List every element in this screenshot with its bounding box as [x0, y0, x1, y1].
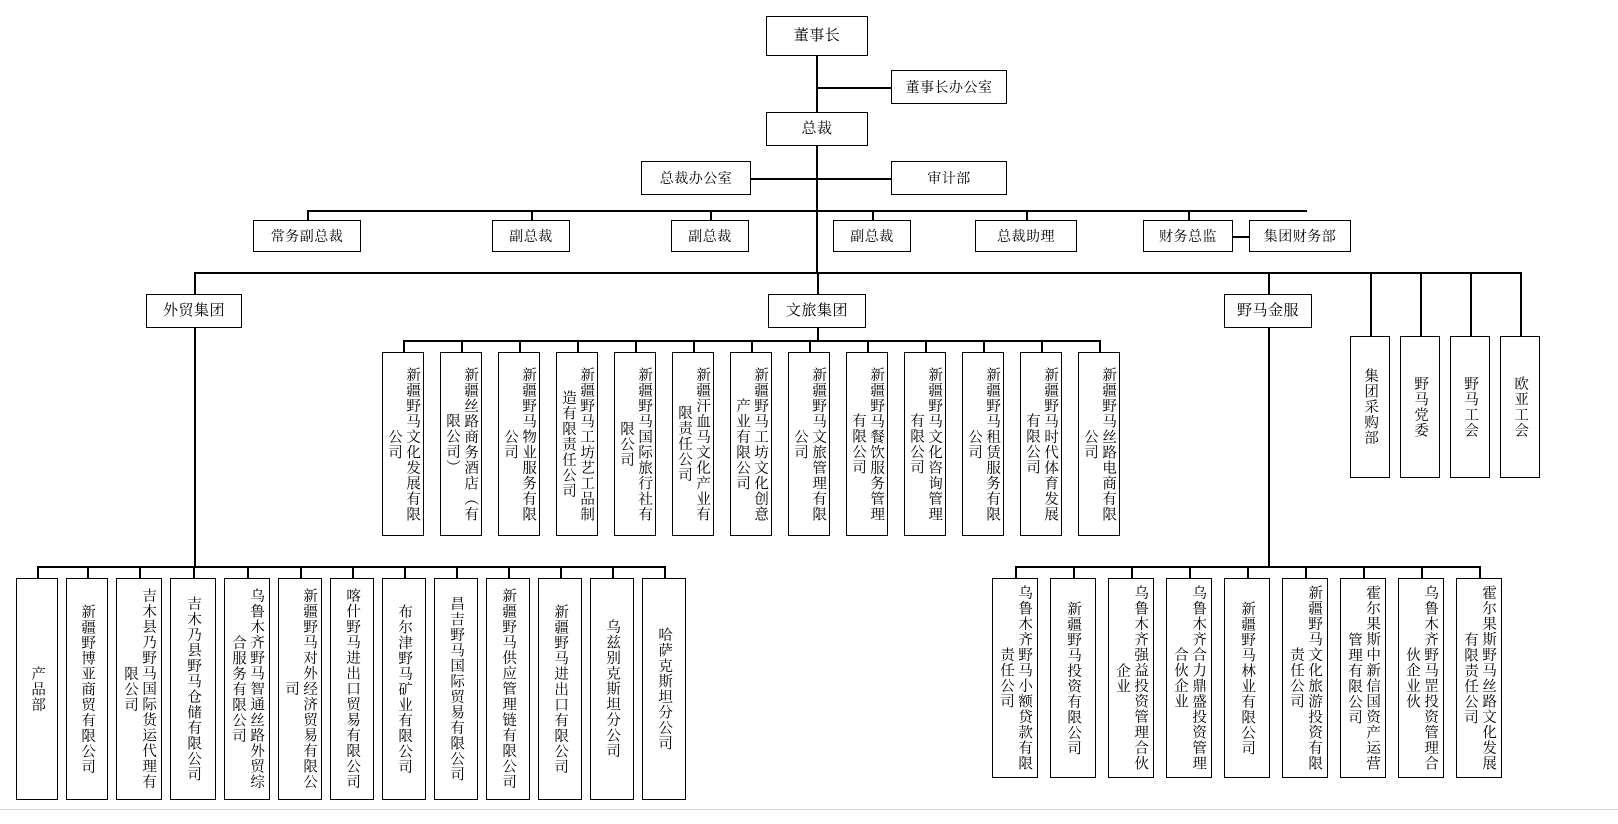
node-euroasia-labor-union[interactable]	[1500, 336, 1540, 478]
node-fin-child-6[interactable]	[1340, 578, 1386, 778]
node-ct-child-4[interactable]	[614, 352, 656, 536]
node-ct-child-6-label: 新疆野马工坊文化创意产业有限公司	[734, 366, 769, 522]
node-yema-financial[interactable]: 野马金服	[1224, 294, 1312, 328]
connector-vp-stub-assistant	[1026, 210, 1028, 220]
node-ft-child-4-label: 乌鲁木齐野马智通丝路外贸综合服务有限公司	[230, 588, 265, 790]
node-fin-child-3-label: 乌鲁木齐合力鼎盛投资管理合伙企业	[1172, 585, 1207, 771]
node-euroasia-labor-union-label: 欧亚工会	[1512, 376, 1529, 438]
connector-president-office-audit	[751, 178, 891, 180]
node-group-finance-dept[interactable]: 集团财务部	[1249, 220, 1351, 252]
node-ft-child-9[interactable]	[486, 578, 530, 800]
connector-chairman-president	[816, 56, 818, 112]
connector-vp-bus	[307, 210, 1307, 212]
node-ct-child-4-label: 新疆野马国际旅行社有限公司	[618, 366, 653, 522]
connector-ct-stub-9	[925, 340, 927, 352]
connector-vp-stub-cfo	[1188, 210, 1190, 220]
node-ft-child-8[interactable]	[434, 578, 478, 800]
connector-ct-stub-11	[1041, 340, 1043, 352]
node-ft-child-11[interactable]	[590, 578, 634, 800]
node-cfo[interactable]: 财务总监	[1143, 220, 1233, 252]
connector-fin-stub-0	[1015, 566, 1017, 578]
node-ct-child-6[interactable]	[730, 352, 772, 536]
node-ct-child-1-label: 新疆丝路商务酒店（有限公司）	[444, 366, 479, 522]
node-fin-child-2-label: 乌鲁木齐强益投资管理合伙企业	[1114, 585, 1149, 771]
node-ct-child-2[interactable]	[498, 352, 540, 536]
node-ft-child-6[interactable]	[330, 578, 374, 800]
node-fin-child-8-label: 霍尔果斯野马丝路文化发展有限责任公司	[1462, 585, 1497, 771]
node-ct-child-3[interactable]	[556, 352, 598, 536]
connector-chairman-office	[816, 87, 892, 89]
node-ct-child-9-label: 新疆野马文化咨询管理有限公司	[908, 366, 943, 522]
node-ct-child-9[interactable]	[904, 352, 946, 536]
node-yema-labor-union[interactable]	[1450, 336, 1490, 478]
node-fin-child-3[interactable]	[1166, 578, 1212, 778]
node-fin-child-8[interactable]	[1456, 578, 1502, 778]
connector-ct-stub-2	[519, 340, 521, 352]
connector-vp-stub-3	[872, 210, 874, 220]
node-chairman[interactable]: 董事长	[766, 16, 868, 56]
node-yema-labor-union-label: 野马工会	[1462, 376, 1479, 438]
node-ft-child-12-label: 哈萨克斯坦分公司	[656, 627, 673, 751]
node-ct-child-5[interactable]	[672, 352, 714, 536]
node-ct-child-1[interactable]	[440, 352, 482, 536]
connector-ft-stub-5	[300, 566, 302, 578]
node-fin-child-5[interactable]	[1282, 578, 1328, 778]
node-ft-child-10[interactable]	[538, 578, 582, 800]
node-ct-child-8[interactable]	[846, 352, 888, 536]
node-ct-child-11-label: 新疆野马时代体育发展有限公司	[1024, 366, 1059, 522]
connector-ft-stub-9	[508, 566, 510, 578]
node-fin-child-7-label: 乌鲁木齐野马罡投资管理合伙企业伙	[1404, 585, 1439, 771]
node-ft-child-7-label: 布尔津野马矿业有限公司	[396, 603, 413, 775]
node-ft-child-7[interactable]	[382, 578, 426, 800]
connector-ft-stub-2	[139, 566, 141, 578]
node-ft-child-8-label: 昌吉野马国际贸易有限公司	[448, 596, 465, 782]
node-chairman-office[interactable]: 董事长办公室	[891, 70, 1007, 104]
node-ft-child-3[interactable]	[170, 578, 216, 800]
connector-ct-stub-1	[461, 340, 463, 352]
node-yema-party-committee[interactable]	[1400, 336, 1440, 478]
node-fin-child-1[interactable]	[1050, 578, 1096, 778]
node-ct-child-12[interactable]	[1078, 352, 1120, 536]
connector-group-stub-foreign	[194, 272, 196, 294]
connector-ft-stub-4	[247, 566, 249, 578]
node-ct-child-3-label: 新疆野马工坊艺工品制造有限责任公司	[560, 366, 595, 522]
connector-financial-down	[1268, 328, 1270, 566]
node-ft-child-10-label: 新疆野马进出口有限公司	[552, 603, 569, 775]
connector-group-stub-culture	[817, 272, 819, 294]
node-ft-child-9-label: 新疆野马供应管理链有限公司	[500, 588, 517, 790]
node-audit-dept[interactable]: 审计部	[891, 161, 1007, 195]
node-ct-child-5-label: 新疆汗血马文化产业有限责任公司	[676, 366, 711, 522]
connector-group-stub-union	[1470, 272, 1472, 336]
node-ct-child-0-label: 新疆野马文化发展有限公司	[386, 366, 421, 522]
connector-ft-stub-10	[560, 566, 562, 578]
connector-ft-stub-11	[612, 566, 614, 578]
node-ct-child-12-label: 新疆野马丝路电商有限公司	[1082, 366, 1117, 522]
connector-ct-stub-0	[403, 340, 405, 352]
connector-fin-stub-1	[1073, 566, 1075, 578]
node-group-purchasing-dept-label: 集团采购部	[1362, 368, 1379, 446]
connector-ct-stub-7	[809, 340, 811, 352]
node-ft-child-11-label: 乌兹别克斯坦分公司	[604, 619, 621, 759]
node-ct-child-7-label: 新疆野马文旅管理有限公司	[792, 366, 827, 522]
connector-ft-stub-3	[193, 566, 195, 578]
node-vp-2[interactable]: 副总裁	[671, 220, 749, 252]
node-ft-child-1[interactable]	[66, 578, 108, 800]
node-ct-child-10[interactable]	[962, 352, 1004, 536]
node-ft-child-0-label: 产品部	[29, 665, 46, 713]
node-ct-child-2-label: 新疆野马物业服务有限公司	[502, 366, 537, 522]
node-ct-child-8-label: 新疆野马餐饮服务管理有限公司	[850, 366, 885, 522]
connector-ct-stub-10	[983, 340, 985, 352]
node-president[interactable]: 总裁	[766, 112, 868, 146]
connector-ft-stub-0	[37, 566, 39, 578]
connector-foreign-down	[194, 328, 196, 566]
connector-ct-stub-6	[751, 340, 753, 352]
connector-fin-stub-3	[1189, 566, 1191, 578]
node-fin-child-1-label: 新疆野马投资有限公司	[1065, 600, 1082, 756]
node-ft-child-0[interactable]	[16, 578, 58, 800]
connector-ct-stub-3	[577, 340, 579, 352]
node-fin-child-4-label: 新疆野马林业有限公司	[1239, 600, 1256, 756]
connector-fin-stub-7	[1421, 566, 1423, 578]
connector-ft-stub-1	[87, 566, 89, 578]
connector-group-stub-purchasing	[1370, 272, 1372, 336]
node-ft-child-12[interactable]	[642, 578, 686, 800]
connector-president-down	[816, 146, 818, 272]
connector-fin-stub-6	[1363, 566, 1365, 578]
connector-ct-stub-4	[635, 340, 637, 352]
connector-cfo-finance	[1233, 236, 1249, 238]
node-fin-child-0[interactable]	[992, 578, 1038, 778]
connector-fin-stub-8	[1479, 566, 1481, 578]
connector-group-stub-party	[1420, 272, 1422, 336]
node-fin-child-4[interactable]	[1224, 578, 1270, 778]
node-ft-child-6-label: 喀什野马进出口贸易有限公司	[344, 588, 361, 790]
node-fin-child-7[interactable]	[1398, 578, 1444, 778]
node-exec-vp[interactable]: 常务副总裁	[253, 220, 361, 252]
connector-ft-stub-6	[352, 566, 354, 578]
connector-vp-stub-exec	[307, 210, 309, 220]
node-vp-3[interactable]: 副总裁	[833, 220, 911, 252]
node-fin-child-5-label: 新疆野马文化旅游投资有限责任公司	[1288, 585, 1323, 771]
node-ft-child-1-label: 新疆野博亚商贸有限公司	[79, 603, 96, 775]
connector-ft-stub-8	[456, 566, 458, 578]
node-president-office[interactable]: 总裁办公室	[641, 161, 751, 195]
node-fin-child-0-label: 乌鲁木齐野马小额贷款有限责任公司	[998, 585, 1033, 771]
node-group-purchasing-dept[interactable]	[1350, 336, 1390, 478]
connector-ft-stub-7	[404, 566, 406, 578]
node-ft-child-5[interactable]	[278, 578, 322, 800]
node-ft-child-2-label: 吉木县乃野马国际货运代理有限公司	[122, 588, 157, 790]
connector-fin-stub-4	[1247, 566, 1249, 578]
node-ct-child-10-label: 新疆野马租赁服务有限公司	[966, 366, 1001, 522]
connector-fin-stub-2	[1131, 566, 1133, 578]
node-ft-child-3-label: 吉木乃县野马仓储有限公司	[185, 596, 202, 782]
connector-ct-stub-5	[693, 340, 695, 352]
node-ft-child-5-label: 新疆野马对外经济贸易有限公司	[283, 588, 318, 790]
node-fin-child-6-label: 霍尔果斯中新信国资产运营管理有限公司	[1346, 585, 1381, 771]
node-culture-tourism-group[interactable]: 文旅集团	[768, 294, 866, 328]
connector-ft-stub-12	[664, 566, 666, 578]
node-ft-child-2[interactable]	[116, 578, 162, 800]
node-yema-party-committee-label: 野马党委	[1412, 376, 1429, 438]
footer-divider	[0, 809, 1618, 810]
connector-vp-stub-2	[710, 210, 712, 220]
node-ct-child-11[interactable]	[1020, 352, 1062, 536]
node-ct-child-0[interactable]	[382, 352, 424, 536]
connector-ct-stub-12	[1099, 340, 1101, 352]
connector-ct-stub-8	[867, 340, 869, 352]
connector-vp-stub-1	[531, 210, 533, 220]
connector-fin-stub-5	[1305, 566, 1307, 578]
node-vp-1[interactable]: 副总裁	[492, 220, 570, 252]
connector-group-bus	[194, 272, 1520, 274]
node-ct-child-7[interactable]	[788, 352, 830, 536]
connector-group-stub-euroasia	[1520, 272, 1522, 336]
connector-foreign-children-bus	[37, 566, 664, 568]
node-fin-child-2[interactable]	[1108, 578, 1154, 778]
node-president-assistant[interactable]: 总裁助理	[975, 220, 1077, 252]
node-foreign-trade-group[interactable]: 外贸集团	[146, 294, 242, 328]
connector-group-stub-financial	[1268, 272, 1270, 294]
node-ft-child-4[interactable]	[224, 578, 270, 800]
